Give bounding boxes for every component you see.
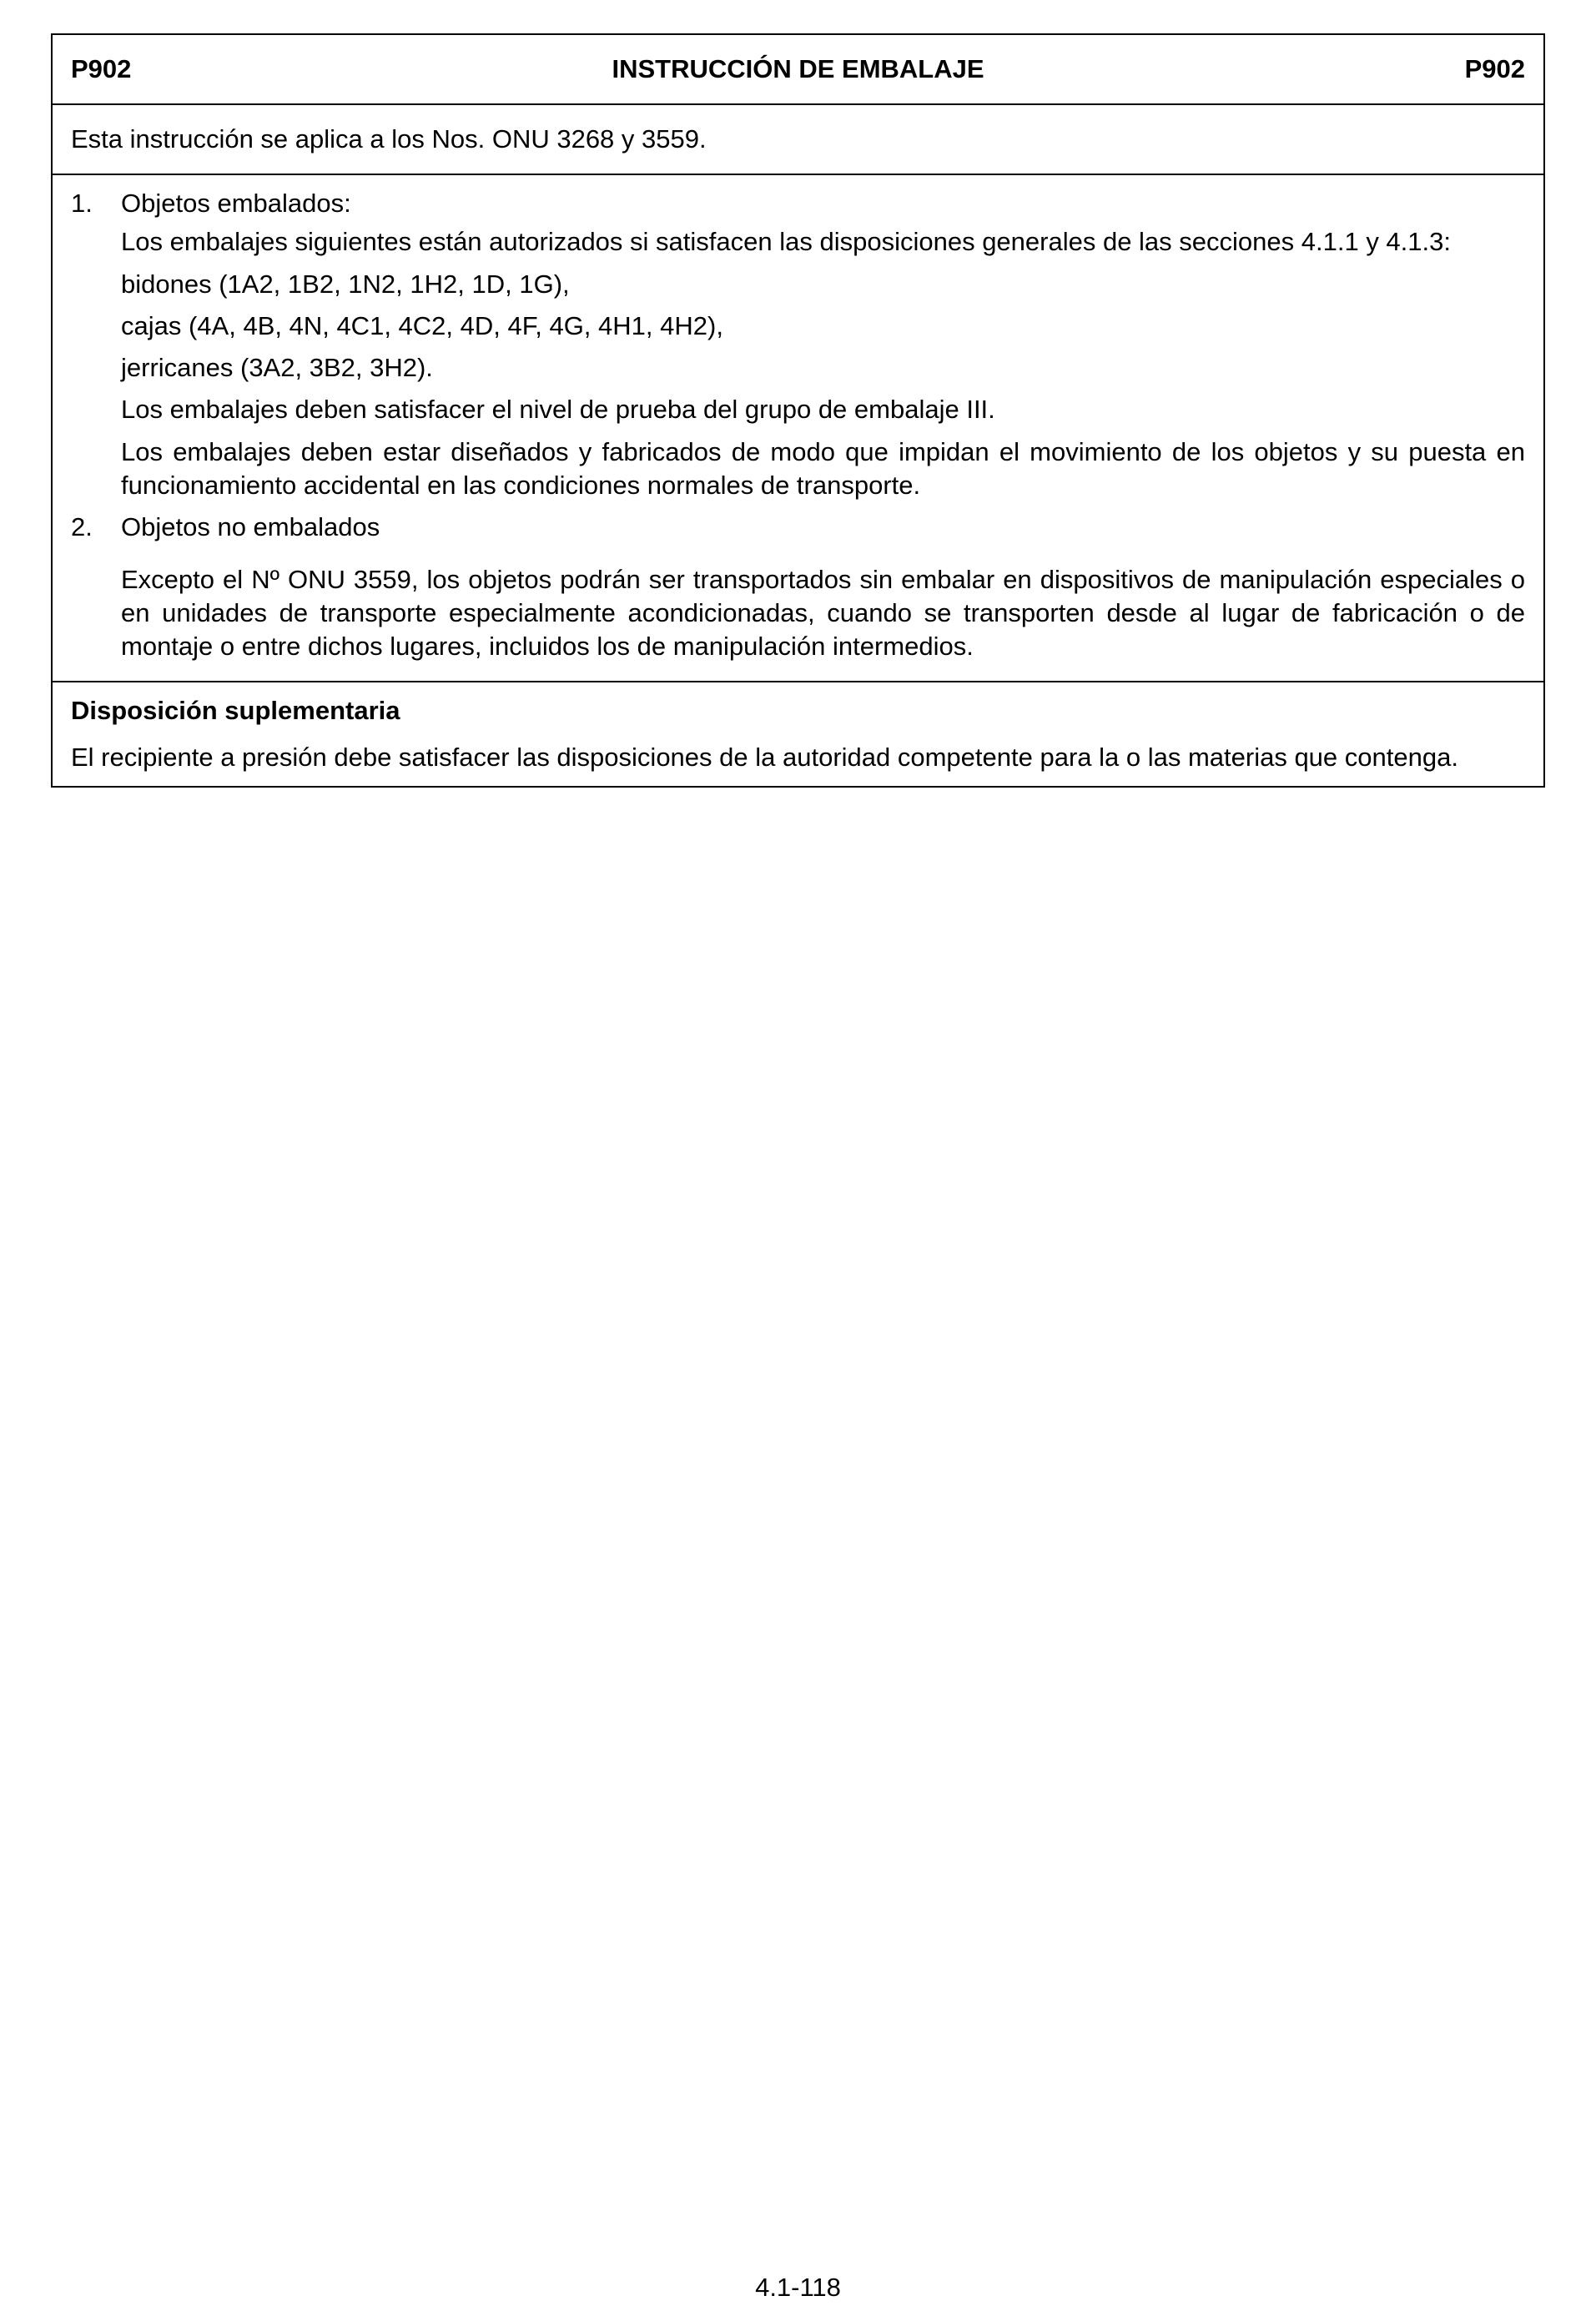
supplementary-section <box>53 682 1543 787</box>
list-item <box>71 511 1525 672</box>
item-heading: Objetos no embalados <box>121 512 380 542</box>
item-line: jerricanes (3A2, 3B2, 3H2). <box>121 353 433 383</box>
list-item <box>71 187 1525 511</box>
item-heading: Objetos embalados: <box>121 189 351 218</box>
item-line: Excepto el Nº ONU 3559, los objetos podrán ser transportados sin embalar en dispositivos de manipulación especiales o en unidades de transporte especialmente acondicionadas, cuando se transporten desde al lugar de fabricación o de montaje o entre dichos lugares, incluidos los de manipulación intermedios. <box>121 564 1525 662</box>
applies-to-text: Esta instrucción se aplica a los Nos. ONU 3268 y 3559. <box>71 123 707 154</box>
page-number: 4.1-118 <box>755 2273 841 2302</box>
supplementary-text: El recipiente a presión debe satisfacer las disposiciones de la autoridad competente para la o las materias que contenga. <box>71 742 1458 772</box>
packing-instruction-table <box>51 33 1545 788</box>
table-header <box>53 35 1543 105</box>
item-body <box>121 511 1525 672</box>
item-line: Los embalajes deben satisfacer el nivel de prueba del grupo de embalaje III. <box>121 395 995 425</box>
applies-to-row <box>53 105 1543 175</box>
item-number: 2. <box>71 512 93 542</box>
item-line: Los embalajes siguientes están autorizados si satisfacen las disposiciones generales de las secciones 4.1.1 y 4.1.3: <box>121 227 1451 257</box>
provisions-section <box>53 175 1543 682</box>
table-title: INSTRUCCIÓN DE EMBALAJE <box>612 53 984 83</box>
item-line: Los embalajes deben estar diseñados y fabricados de modo que impidan el movimiento de los objetos y su puesta en funcionamiento accidental en las condiciones normales de transporte. <box>121 436 1525 501</box>
instruction-code-right: P902 <box>1464 53 1525 83</box>
supplementary-title: Disposición suplementaria <box>71 695 400 725</box>
item-number: 1. <box>71 189 93 218</box>
item-body <box>121 187 1525 511</box>
instruction-code-left: P902 <box>71 53 132 83</box>
item-line: bidones (1A2, 1B2, 1N2, 1H2, 1D, 1G), <box>121 269 570 299</box>
item-line: cajas (4A, 4B, 4N, 4C1, 4C2, 4D, 4F, 4G, 4H1, 4H2), <box>121 310 723 340</box>
